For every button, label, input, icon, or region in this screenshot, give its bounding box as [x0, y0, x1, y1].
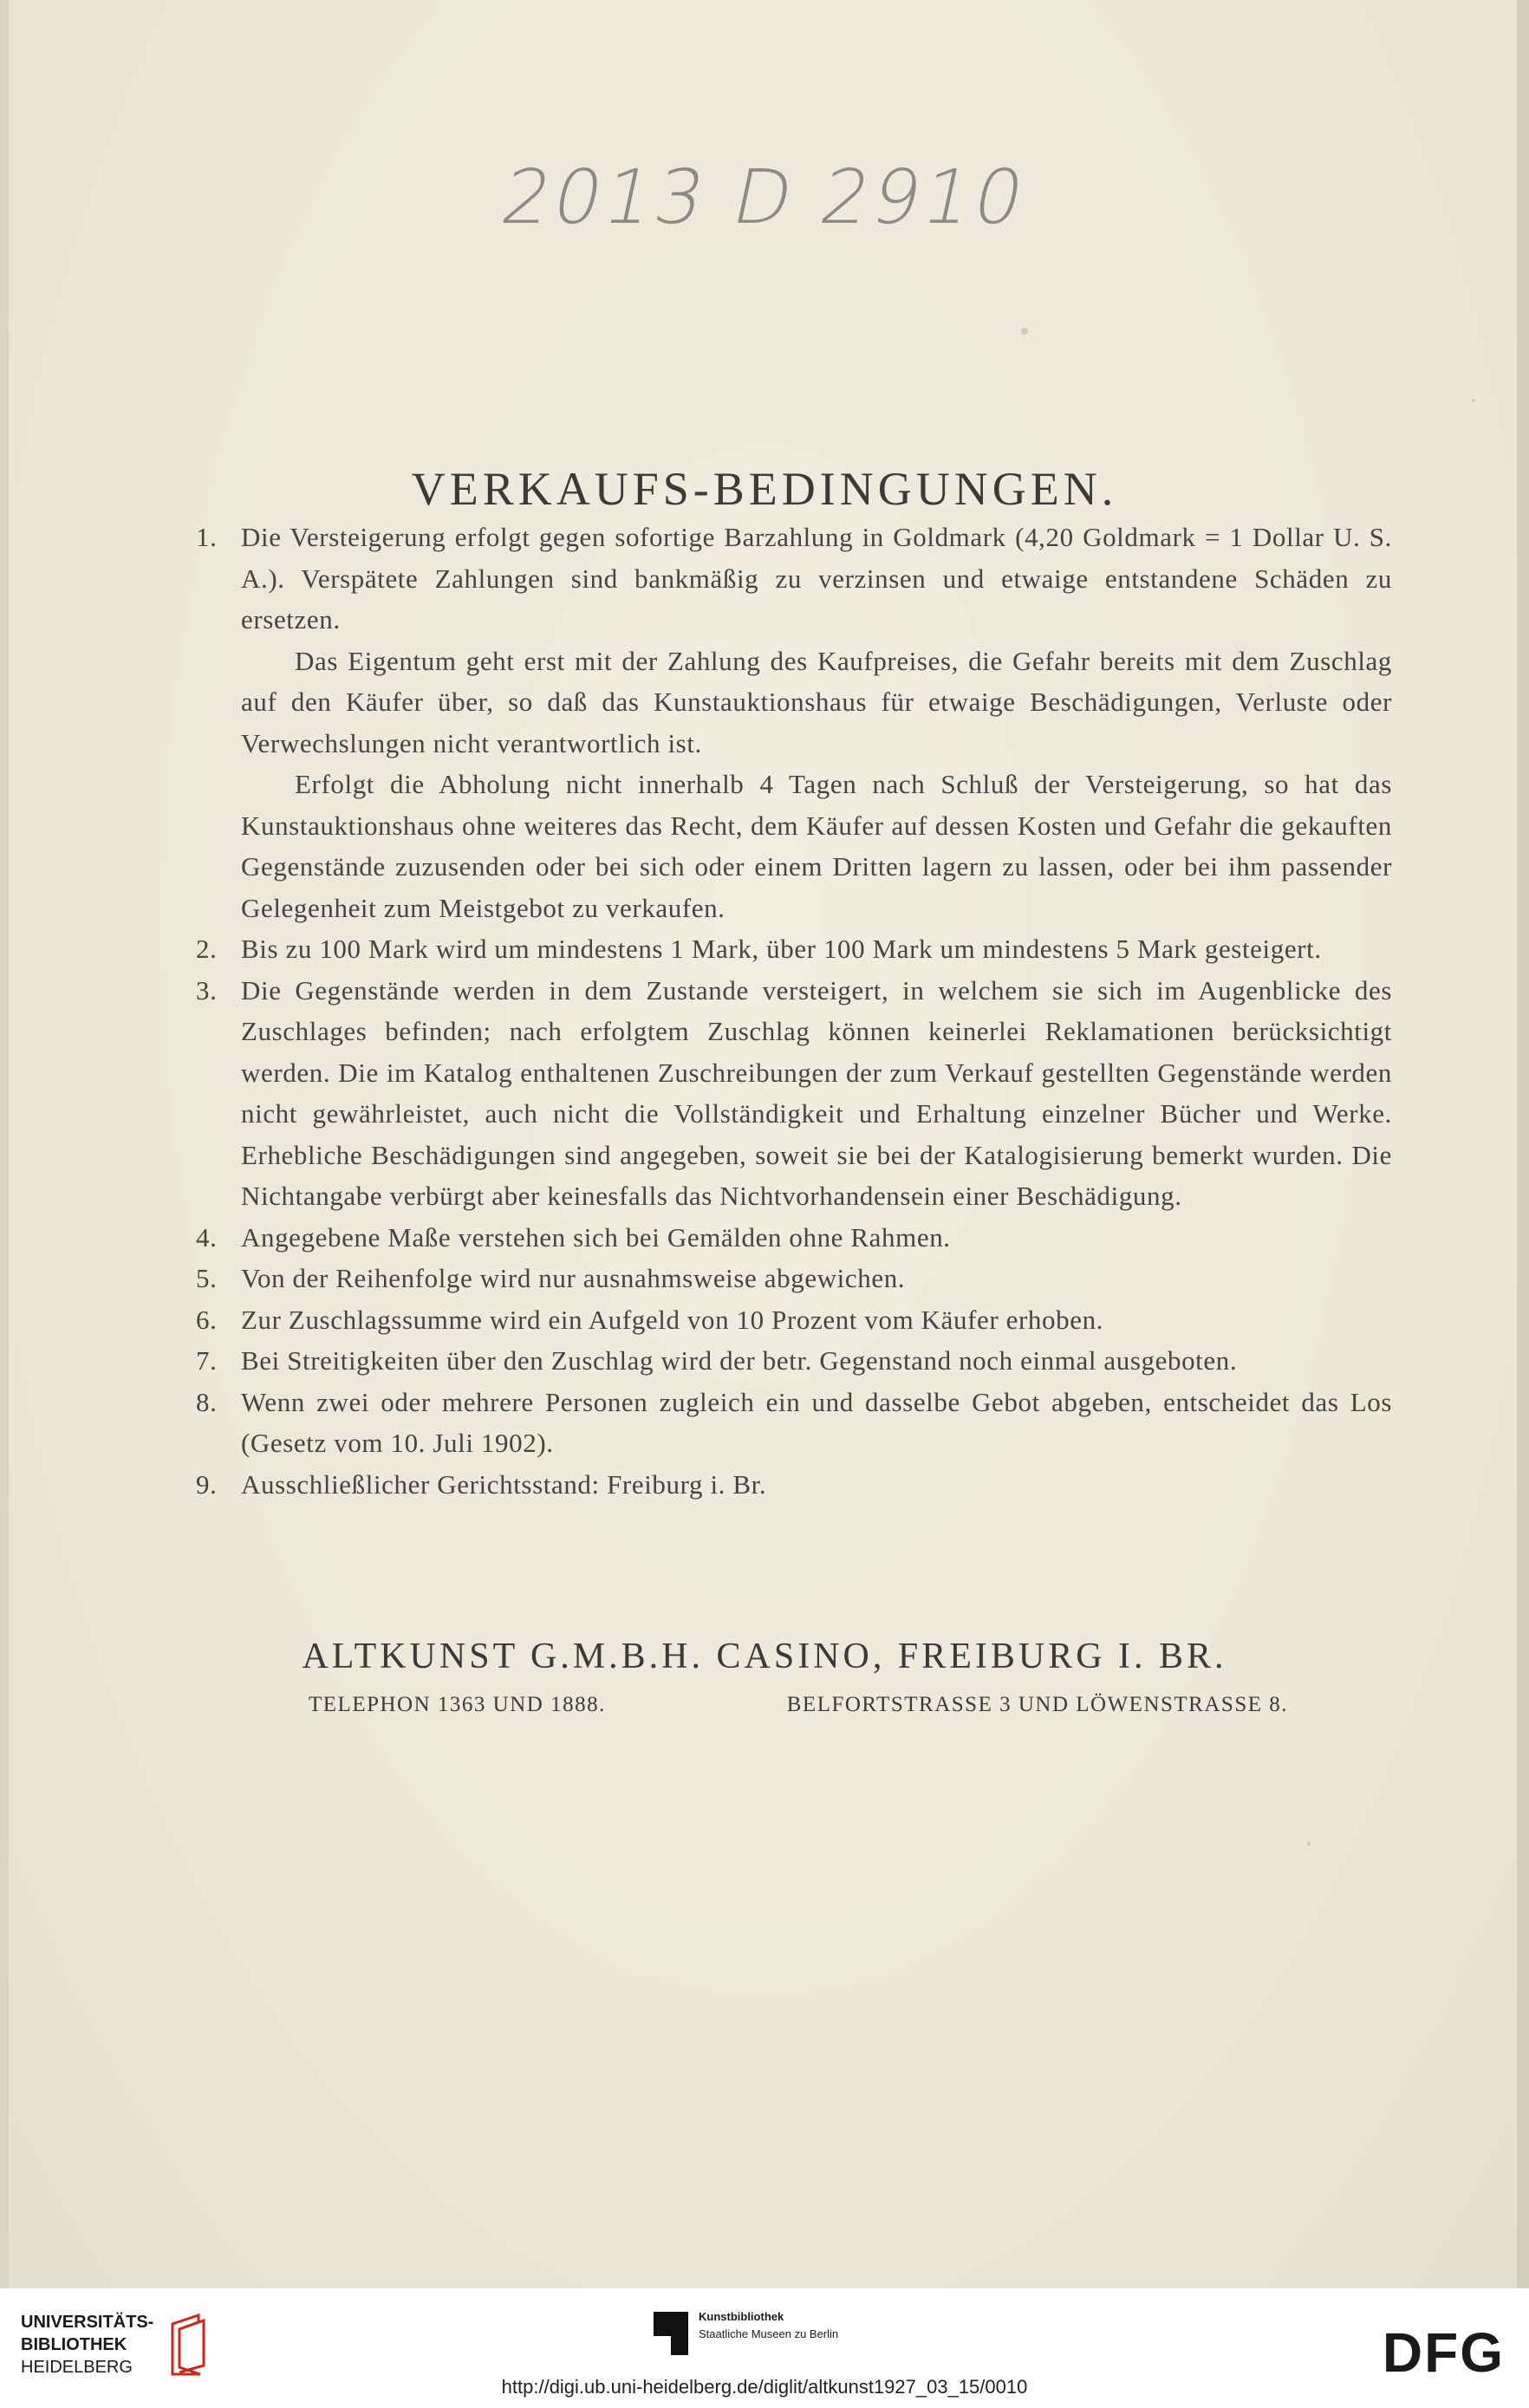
condition-number: 9. — [196, 1468, 218, 1500]
condition-number: 1. — [196, 522, 218, 552]
page-edge-right — [1517, 0, 1529, 2288]
address-line: BELFORTSTRASSE 3 UND LÖWENSTRASSE 8. — [786, 1693, 1288, 1716]
condition-number: 7. — [196, 1345, 218, 1376]
condition-paragraph: Von der Reihenfolge wird nur ausnahmsweise abgewichen. — [241, 1263, 906, 1293]
kunstbibliothek-wordmark — [699, 2308, 838, 2343]
condition-item — [196, 517, 1392, 928]
condition-item — [196, 1217, 1392, 1259]
condition-paragraph: Das Eigentum geht erst mit der Zahlung des Kaufpreises, die Gefahr bereits mit dem Zuschlag auf den Käufer über, so daß das Kunstauktionshaus für etwaige Beschädigungen, Verluste oder Verwechslungen nicht verantwortlich ist. — [241, 645, 1392, 758]
condition-paragraph: Bei Streitigkeiten über den Zuschlag wird der betr. Gegenstand noch einmal ausgeboten. — [241, 1345, 1238, 1376]
library-logo-line2: BIBLIOTHEK — [21, 2335, 127, 2354]
paper-spot — [1307, 1842, 1311, 1845]
company-contact — [309, 1693, 1288, 1717]
handwritten-shelfmark: 2013 D 2910 — [494, 154, 1035, 241]
document-title: VERKAUFS-BEDINGUNGEN. — [411, 463, 1118, 516]
condition-paragraph: Die Gegenstände werden in dem Zustande versteigert, in welchem sie sich im Augenblicke des Zuschlages befinden; nach erfolgtem Zuschlag können keinerlei Reklamationen berücksichtigt werden. Die im Katalog enthaltenen Zuschreibungen der zum Verkauf gestellten Gegenstände werden nicht gewährleistet, auch nicht die Vollständigkeit und Erhaltung einzelner Bücher und Werke. Erhebliche Beschädigungen sind angegeben, soweit sie bei der Katalogisierung bemerkt wurden. Die Nichtangabe verbürgt aber keinesfalls das Nichtvorhandensein einer Beschädigung. — [241, 974, 1392, 1211]
kunstbibliothek-line1: Kunstbibliothek — [699, 2310, 784, 2323]
condition-item — [196, 1382, 1392, 1464]
condition-paragraph: Erfolgt die Abholung nicht innerhalb 4 Tagen nach Schluß der Versteigerung, so hat das Kunstauktionshaus ohne weiteres das Recht, dem Käufer auf dessen Kosten und Gefahr die gekauften Gegenstände zuzusenden oder bei sich oder einem Dritten lagern zu lassen, oder bei ihm passender Gelegenheit zum Meistgebot zu verkaufen. — [241, 769, 1392, 923]
condition-paragraph: Ausschließlicher Gerichtsstand: Freiburg i. Br. — [241, 1468, 767, 1500]
conditions-list — [196, 517, 1392, 1505]
condition-item — [196, 1340, 1392, 1382]
heidelberg-library-wordmark — [21, 2311, 153, 2379]
heidelberg-library-logo[interactable] — [21, 2310, 212, 2379]
library-logo-line3: HEIDELBERG — [21, 2358, 133, 2377]
company-name: ALTKUNST G.M.B.H. CASINO, FREIBURG I. BR. — [302, 1637, 1227, 1676]
telephone-line: TELEPHON 1363 UND 1888. — [309, 1693, 606, 1716]
page-edge-left — [0, 0, 9, 2288]
condition-paragraph: Die Versteigerung erfolgt gegen sofortige Barzahlung in Goldmark (4,20 Goldmark = 1 Dollar U. S. A.). Verspätete Zahlungen sind bankmäßig zu verzinsen und etwaige entstandene Schäden zu ersetzen. — [241, 522, 1392, 635]
condition-paragraph: Bis zu 100 Mark wird um mindestens 1 Mark, über 100 Mark um mindestens 5 Mark gesteigert. — [241, 934, 1322, 964]
library-logo-line1: UNIVERSITÄTS- — [21, 2313, 154, 2332]
condition-item — [196, 1464, 1392, 1506]
permalink-url[interactable]: http://digi.ub.uni-heidelberg.de/diglit/altkunst1927_03_15/0010 — [501, 2376, 1028, 2398]
dfg-logo[interactable]: DFG — [1382, 2321, 1505, 2384]
condition-number: 5. — [196, 1263, 218, 1293]
condition-number: 3. — [196, 974, 218, 1006]
condition-item — [196, 970, 1392, 1217]
paper-spot — [1472, 399, 1475, 402]
condition-paragraph: Angegebene Maße verstehen sich bei Gemälden ohne Rahmen. — [241, 1221, 951, 1253]
condition-number: 4. — [196, 1221, 218, 1253]
kunstbibliothek-line2: Staatliche Museen zu Berlin — [699, 2327, 839, 2340]
library-emblem-icon — [160, 2310, 212, 2379]
kunstbibliothek-emblem-icon — [652, 2308, 690, 2357]
kunstbibliothek-logo[interactable] — [652, 2308, 838, 2357]
paper-spot — [1021, 328, 1028, 335]
condition-paragraph: Wenn zwei oder mehrere Personen zugleich ein und dasselbe Gebot abgeben, entscheidet das Los (Gesetz vom 10. Juli 1902). — [241, 1386, 1392, 1458]
condition-item — [196, 1258, 1392, 1299]
condition-paragraph: Zur Zuschlagssumme wird ein Aufgeld von 10 Prozent vom Käufer erhoben. — [241, 1304, 1104, 1335]
condition-number: 8. — [196, 1386, 218, 1417]
condition-item — [196, 1299, 1392, 1341]
condition-number: 2. — [196, 934, 218, 964]
condition-number: 6. — [196, 1304, 218, 1335]
condition-item — [196, 928, 1392, 970]
